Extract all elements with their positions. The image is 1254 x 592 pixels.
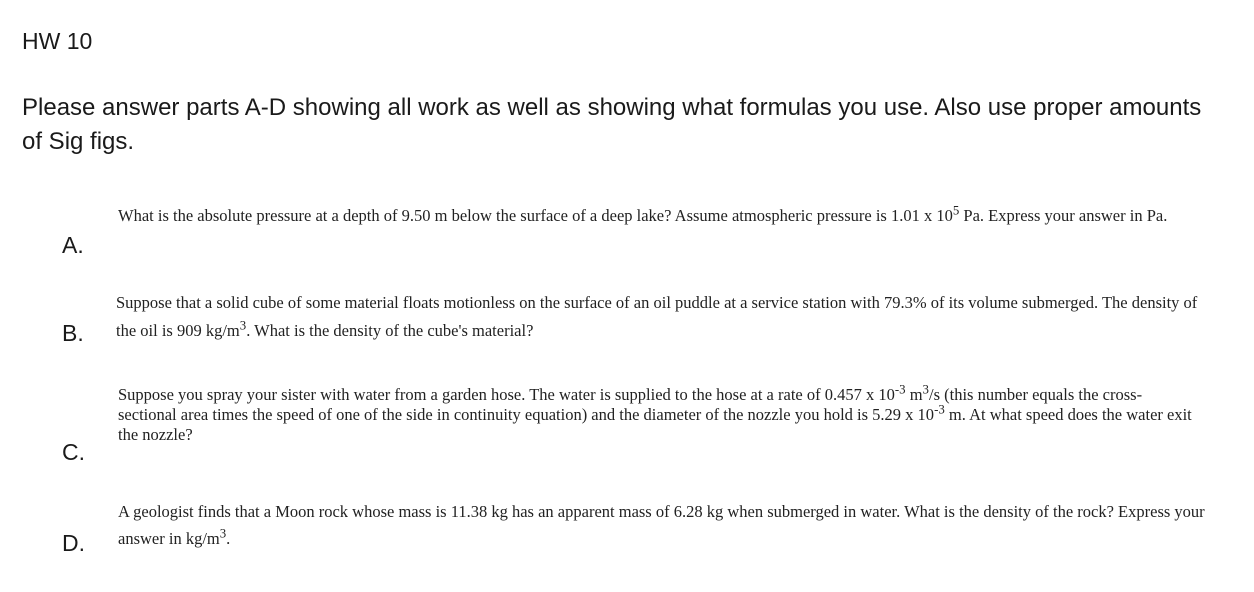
question-c-part: /s (this number equals the cross-sectional area times the speed of one of the side in continuity equation) and the diameter of the nozzle you hold is 5.29 x 10 bbox=[118, 385, 1143, 424]
question-c-part: Suppose you spray your sister with water from a garden hose. The water is supplied to the hose at a rate of 0.457 x 10 bbox=[118, 385, 895, 404]
question-letter-c: C. bbox=[62, 439, 85, 465]
question-letter-a: A. bbox=[62, 232, 84, 258]
question-d-part: A geologist finds that a Moon rock whose mass is 11.38 kg has an apparent mass of 6.28 kg when submerged in water. What is the density of the rock? Express your answer in kg/m bbox=[118, 502, 1205, 548]
question-b-part: . What is the density of the cube's material? bbox=[246, 321, 534, 340]
question-a-part: What is the absolute pressure at a depth of 9.50 m below the surface of a deep lake? Assume atmospheric pressure is 1.01 x 10 bbox=[118, 206, 953, 225]
question-c-part: m bbox=[905, 385, 923, 404]
instructions-text: Please answer parts A-D showing all work as well as showing what formulas you use. Also use proper amounts of Sig figs. bbox=[22, 94, 1202, 155]
question-b-part: Suppose that a solid cube of some material floats motionless on the surface of an oil puddle at a service station with 79.3% of its volume submerged. The density of the oil is 909 kg/m bbox=[116, 293, 1198, 340]
question-a-part: Pa. Express your answer in Pa. bbox=[959, 206, 1168, 225]
question-b-exponent: 3 bbox=[239, 318, 247, 333]
question-c-text bbox=[118, 382, 1193, 445]
question-letter-d: D. bbox=[62, 530, 85, 556]
question-c-exponent: -3 bbox=[894, 382, 906, 397]
question-b-text bbox=[116, 289, 1201, 345]
question-c-exponent: -3 bbox=[934, 402, 945, 417]
page-title: HW 10 bbox=[22, 28, 93, 54]
question-c-exponent: 3 bbox=[922, 382, 929, 397]
question-a-text bbox=[118, 205, 1198, 226]
question-letter-b: B. bbox=[62, 320, 84, 346]
question-a-exponent: 5 bbox=[952, 203, 960, 218]
question-d-part: . bbox=[226, 529, 231, 548]
question-d-exponent: 3 bbox=[219, 526, 227, 541]
question-d-text bbox=[118, 498, 1218, 552]
question-c-part: m. At what speed does the water exit the nozzle? bbox=[118, 405, 1192, 444]
